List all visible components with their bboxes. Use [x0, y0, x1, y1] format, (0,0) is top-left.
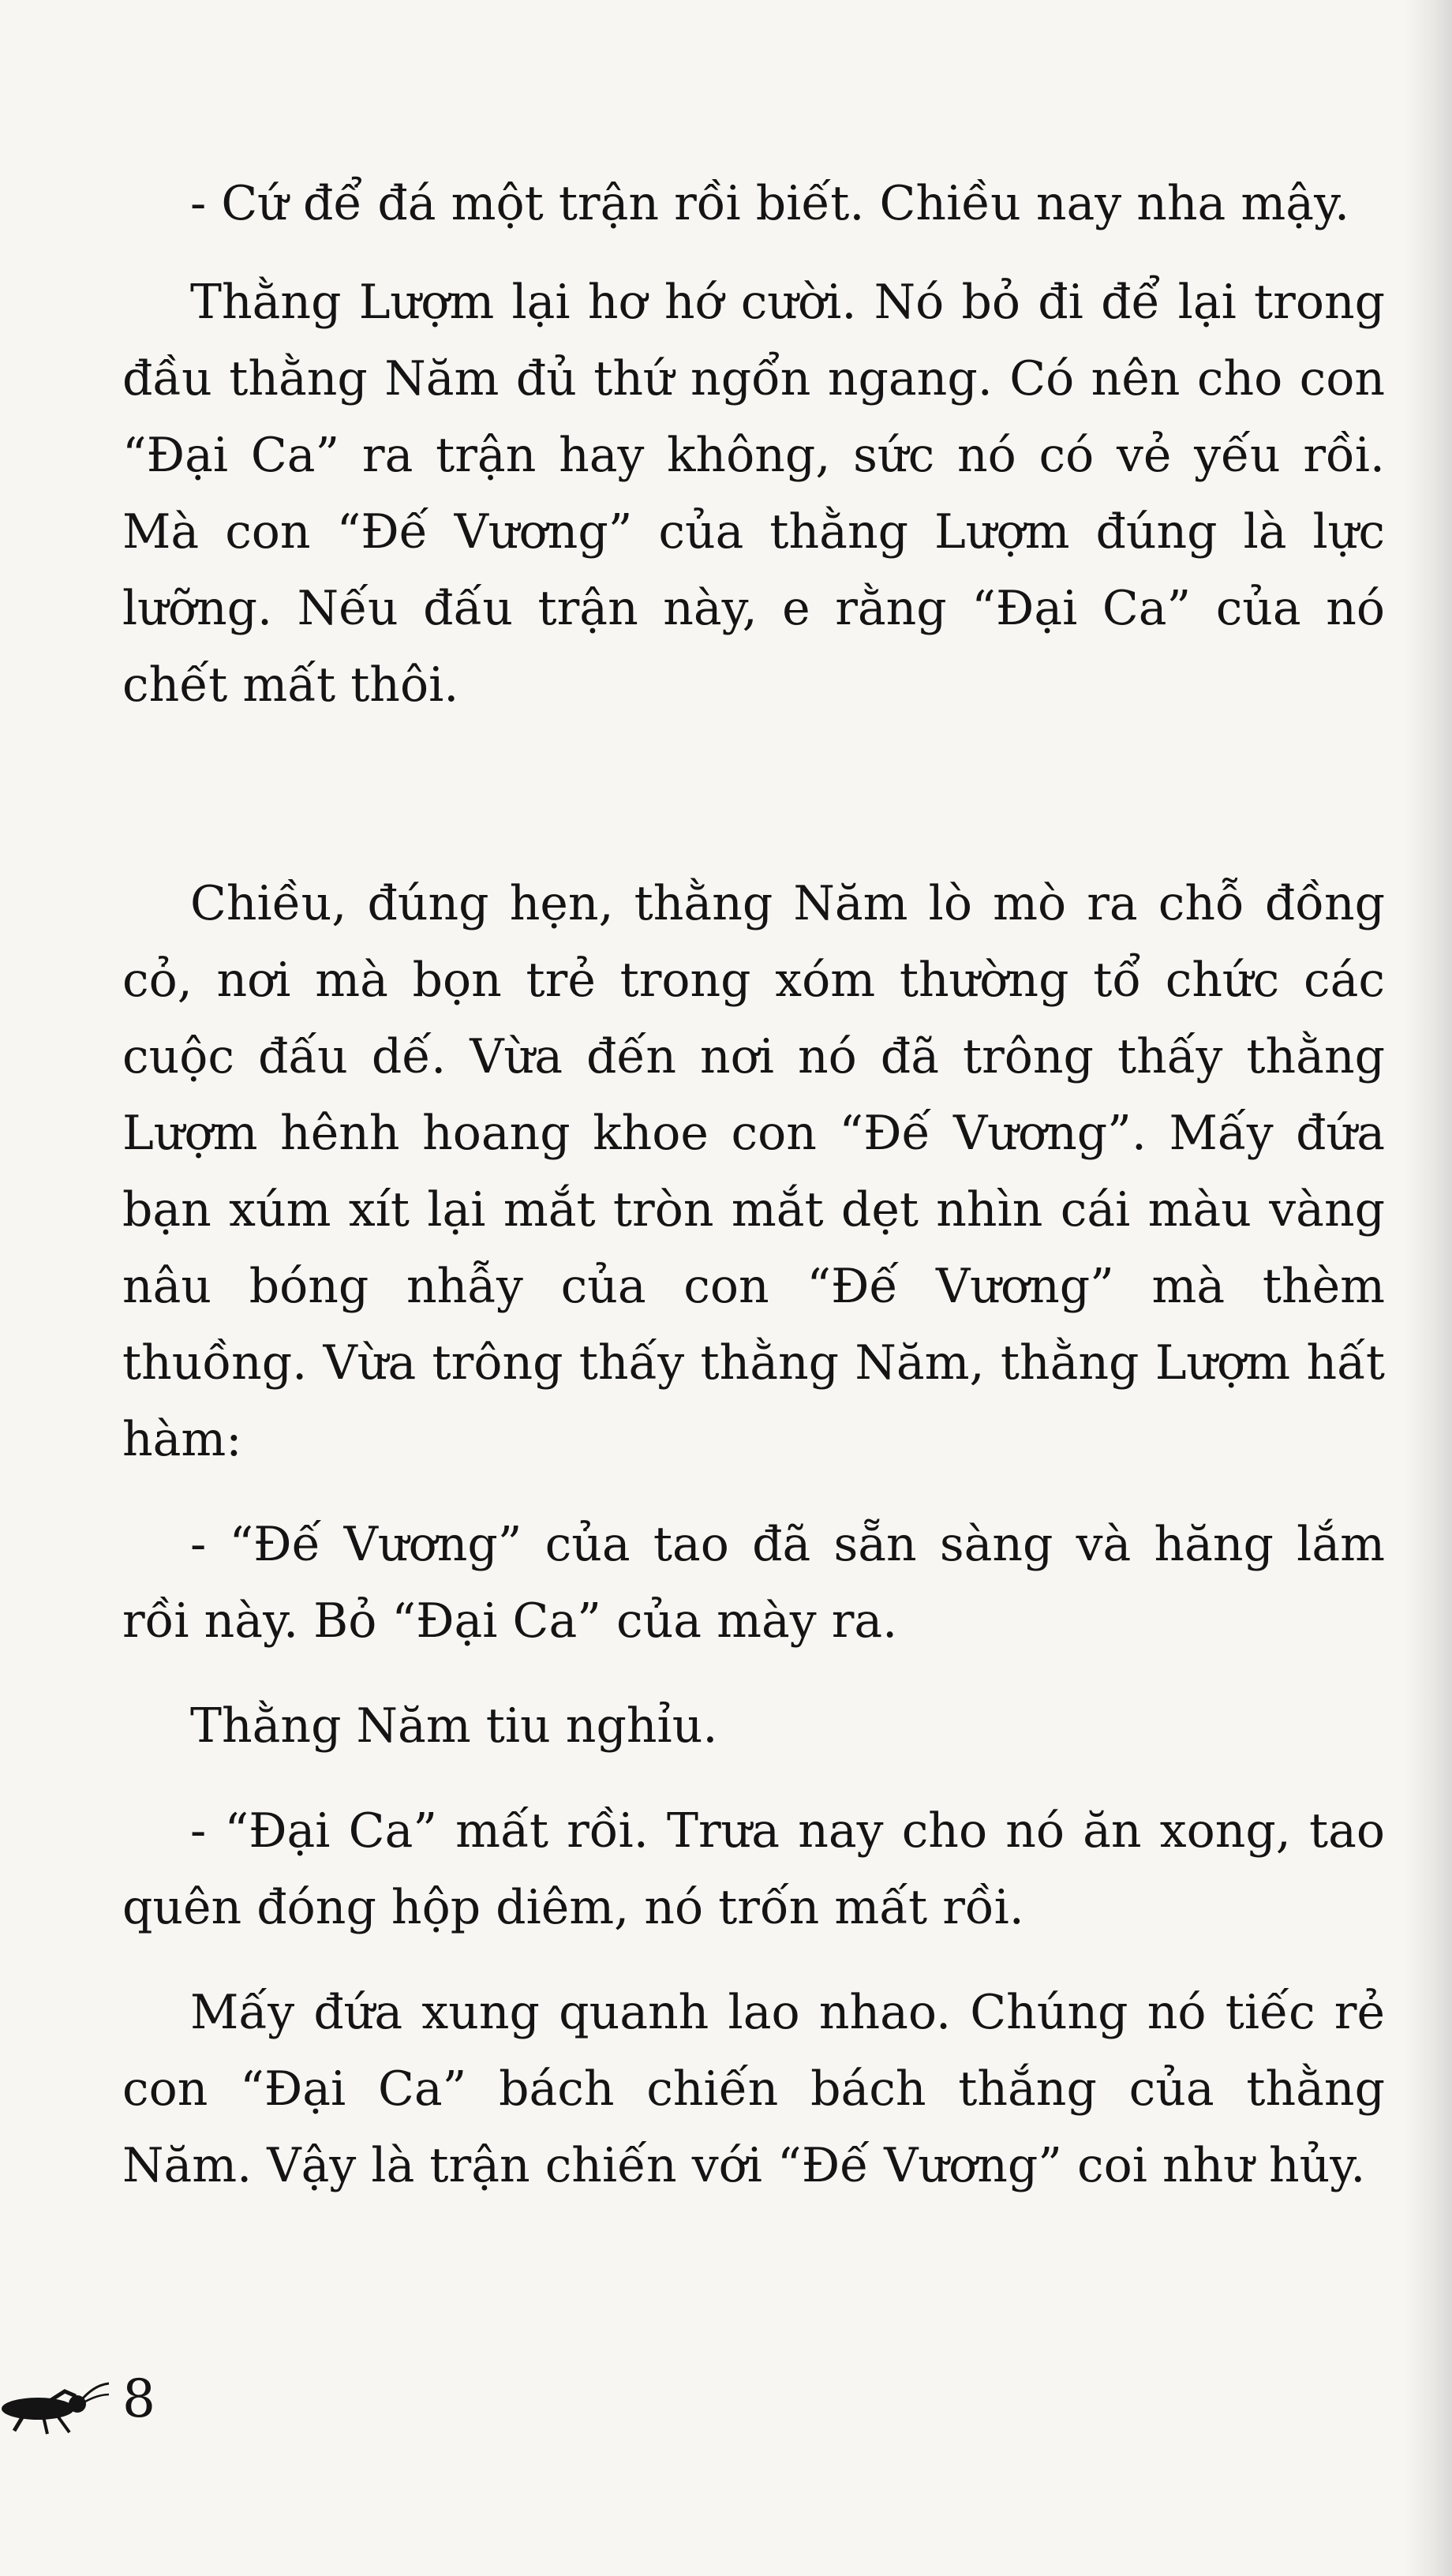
paragraph: - “Đế Vương” của tao đã sẵn sàng và hăng lắm rồi này. Bỏ “Đại Ca” của mày ra. — [122, 1517, 1385, 1649]
story-text — [122, 166, 1385, 2204]
page-edge-shadow — [1405, 0, 1452, 2576]
paragraph: - Cứ để đá một trận rồi biết. Chiều nay nha mậy. — [190, 176, 1350, 231]
cricket-icon — [0, 2368, 110, 2439]
paragraph: Chiều, đúng hẹn, thằng Năm lò mò ra chỗ đồng cỏ, nơi mà bọn trẻ trong xóm thường tổ chức các cuộc đấu dế. Vừa đến nơi nó đã trông thấy thằng Lượm hênh hoang khoe con “Đế Vương”. Mấy đứa bạn xúm xít lại mắt tròn mắt dẹt nhìn cái màu vàng nâu bóng nhẫy của con “Đế Vương” mà thèm thuồng. Vừa trông thấy thằng Năm, thằng Lượm hất hàm: — [122, 876, 1385, 1467]
page-footer — [0, 2360, 316, 2486]
paragraph: - “Đại Ca” mất rồi. Trưa nay cho nó ăn xong, tao quên đóng hộp diêm, nó trốn mất rồi. — [122, 1803, 1385, 1935]
page-number: 8 — [122, 2368, 155, 2429]
paragraph: Thằng Lượm lại hơ hớ cười. Nó bỏ đi để lại trong đầu thằng Năm đủ thứ ngổn ngang. Có nên cho con “Đại Ca” ra trận hay không, sức nó có vẻ yếu rồi. Mà con “Đế Vương” của thằng Lượm đúng là lực lưỡng. Nếu đấu trận này, e rằng “Đại Ca” của nó chết mất thôi. — [122, 275, 1385, 713]
paragraph: Mấy đứa xung quanh lao nhao. Chúng nó tiếc rẻ con “Đại Ca” bách chiến bách thắng của thằng Năm. Vậy là trận chiến với “Đế Vương” coi như hủy. — [122, 1985, 1385, 2193]
paragraph: Thằng Năm tiu nghỉu. — [190, 1698, 718, 1754]
